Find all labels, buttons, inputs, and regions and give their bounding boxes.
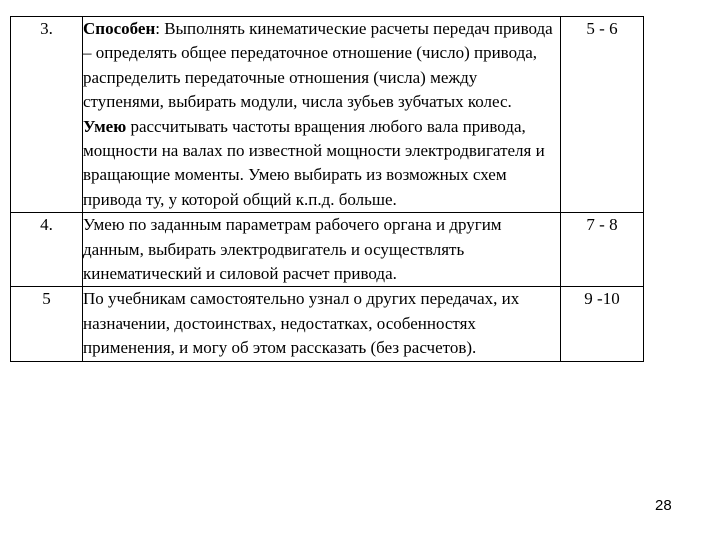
row-number: 3. xyxy=(11,17,83,213)
row-description: По учебникам самостоятельно узнал о других передачах, их назначении, достоинствах, недостатках, особенностях применения, и могу об этом рассказать (без расчетов). xyxy=(83,287,561,361)
row-number: 5 xyxy=(11,287,83,361)
keyword-capable: Способен xyxy=(83,19,156,38)
row-description xyxy=(83,17,561,213)
row-number: 4. xyxy=(11,213,83,287)
criteria-table xyxy=(10,16,644,362)
row-score: 9 -10 xyxy=(561,287,644,361)
row-description: Умею по заданным параметрам рабочего органа и другим данным, выбирать электродвигатель и осуществлять кинематический и силовой расчет привода. xyxy=(83,213,561,287)
row-score: 5 - 6 xyxy=(561,17,644,213)
description-text: рассчитывать частоты вращения любого вала привода, мощности на валах по известной мощности электродвигателя и вращающие моменты. Умею выбирать из возможных схем привода ту, у которой общий к.п.д. больше. xyxy=(83,116,545,209)
page-number: 28 xyxy=(655,497,672,514)
table-row xyxy=(11,17,644,213)
description-text: : Выполнять кинематические расчеты передач привода – определять общее передаточное отношение (число) привода, распределить передаточные отношения (числа) между ступенями, выбирать модули, числа зубьев зубчатых колес. xyxy=(83,19,553,112)
table-row xyxy=(11,213,644,287)
row-score: 7 - 8 xyxy=(561,213,644,287)
keyword-can: Умею xyxy=(83,116,127,136)
table-row xyxy=(11,287,644,361)
